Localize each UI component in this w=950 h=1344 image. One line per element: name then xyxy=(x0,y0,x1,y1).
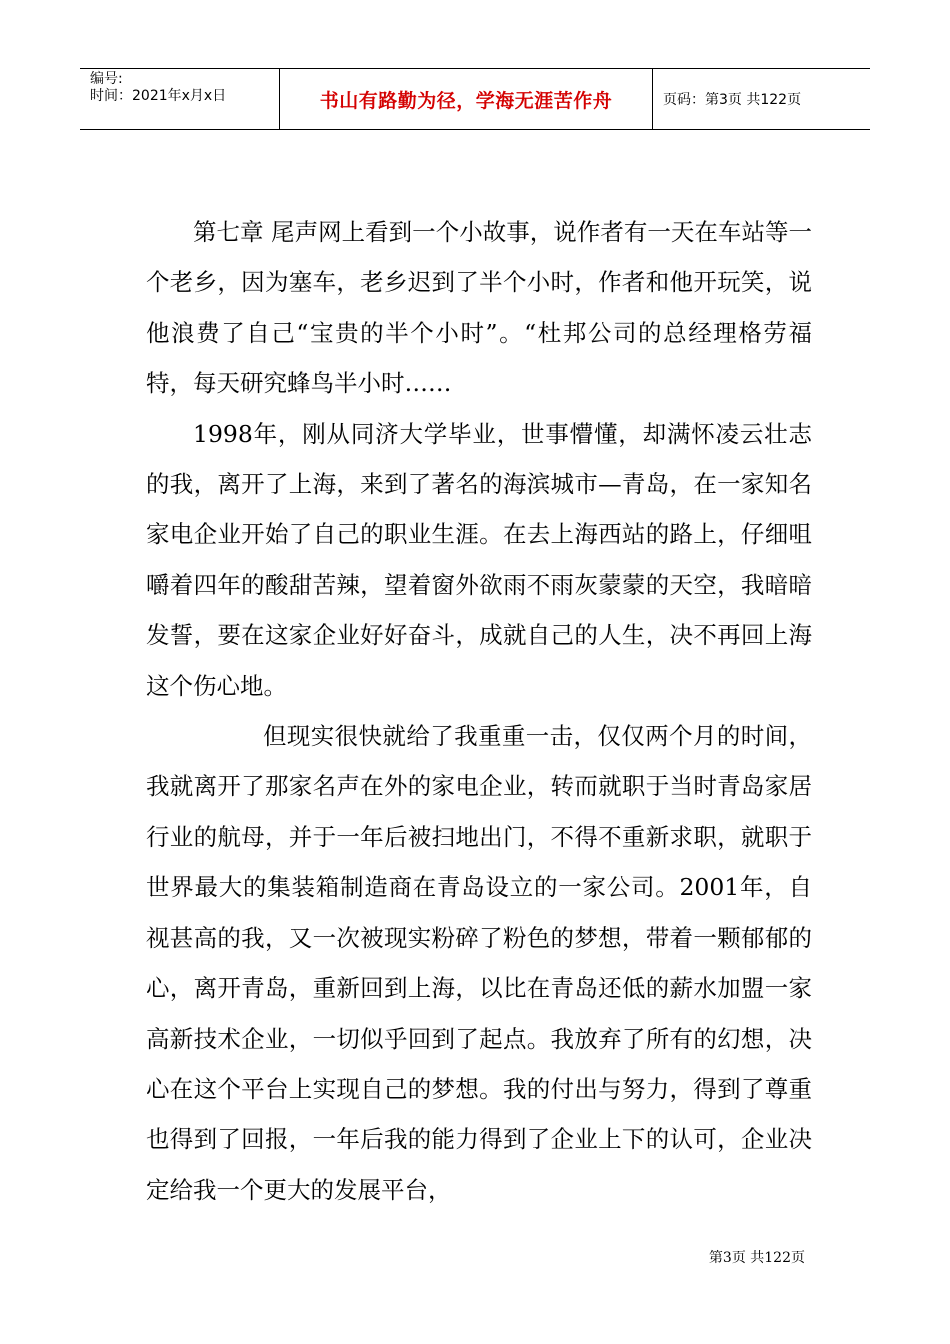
header-page-info: 页码：第3页 共122页 xyxy=(663,92,802,108)
page-header xyxy=(80,68,870,130)
header-motto: 书山有路勤为径，学海无涯苦作舟 xyxy=(280,69,653,129)
header-number-label: 编号: xyxy=(90,71,123,87)
header-meta xyxy=(80,69,280,129)
page-footer: 第3页 共122页 xyxy=(708,1250,805,1266)
paragraph-3: 但现实很快就给了我重重一击，仅仅两个月的时间，我就离开了那家名声在外的家电企业，转而就职于当时青岛家居行业的航母，并于一年后被扫地出门，不得不重新求职，就职于世界最大的集装箱制造商在青岛设立的一家公司。2001年，自视甚高的我，又一次被现实粉碎了粉色的梦想，带着一颗郁郁的心，离开青岛，重新回到上海，以比在青岛还低的薪水加盟一家高新技术企业，一切似乎回到了起点。我放弃了所有的幻想，决心在这个平台上实现自己的梦想。我的付出与努力，得到了尊重也得到了回报，一年后我的能力得到了企业上下的认可，企业决定给我一个更大的发展平台， xyxy=(146,722,812,1204)
paragraph-1: 第七章 尾声网上看到一个小故事，说作者有一天在车站等一个老乡，因为塞车，老乡迟到了半个小时，作者和他开玩笑，说他浪费了自己“宝贵的半个小时”。“杜邦公司的总经理格劳福特，每天研究蜂鸟半小时…… xyxy=(146,218,812,398)
header-date: 时间：2021年x月x日 xyxy=(90,88,227,104)
document-body xyxy=(146,207,812,1215)
paragraph-2: 1998年，刚从同济大学毕业，世事懵懂，却满怀凌云壮志的我，离开了上海，来到了著名的海滨城市—青岛，在一家知名家电企业开始了自己的职业生涯。在去上海西站的路上，仔细咀嚼着四年的酸甜苦辣，望着窗外欲雨不雨灰蒙蒙的天空，我暗暗发誓，要在这家企业好好奋斗，成就自己的人生，决不再回上海这个伤心地。 xyxy=(146,419,812,700)
